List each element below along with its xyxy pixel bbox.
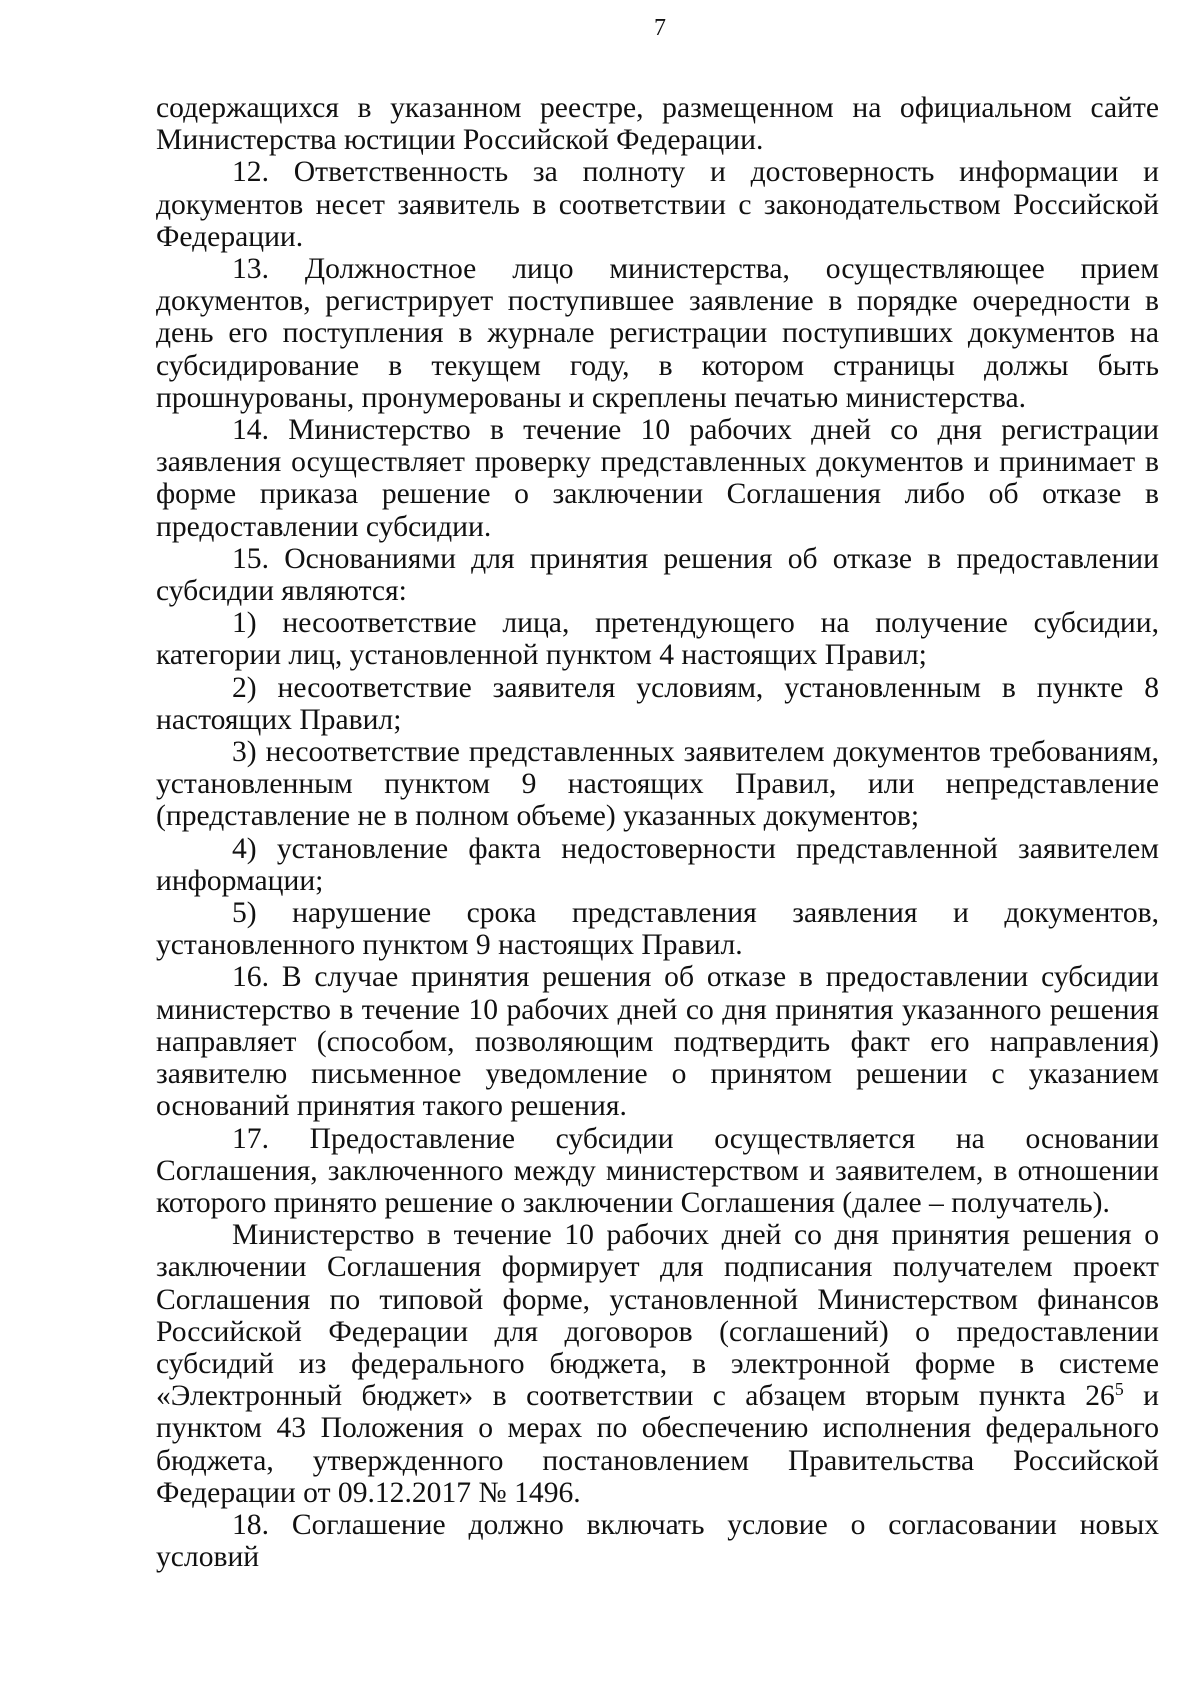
paragraph-15-item-4: 4) установление факта недостоверности представленной заявителем информации; bbox=[156, 832, 1159, 897]
paragraph-17: 17. Предоставление субсидии осуществляется на основании Соглашения, заключенного между министерством и заявителем, в отношении которого принято решение о заключении Соглашения (далее – получатель). bbox=[156, 1122, 1159, 1219]
page-number-text: 7 bbox=[654, 15, 666, 41]
paragraph-14: 14. Министерство в течение 10 рабочих дней со дня регистрации заявления осуществляет проверку представленных документов и принимает в форме приказа решение о заключении Соглашения либо об отказе в предоставлении субсидии. bbox=[156, 414, 1159, 543]
document-body bbox=[156, 92, 1159, 1573]
paragraph-17-text-before: Министерство в течение 10 рабочих дней со дня принятия решения о заключении Соглашения формирует для подписания получателем проект Соглашения по типовой форме, установленной Министерством финансов Российской Федерации для договоров (соглашений) о предоставлении субсидий из федерального бюджета, в электронной форме в системе «Электронный бюджет» в соответствии с абзацем вторым пункта 26 bbox=[156, 1219, 1159, 1413]
page-number bbox=[0, 14, 1200, 42]
paragraph-18: 18. Соглашение должно включать условие о согласовании новых условий bbox=[156, 1508, 1159, 1574]
paragraph-16: 16. В случае принятия решения об отказе в предоставлении субсидии министерство в течение 10 рабочих дней со дня принятия указанного решения направляет (способом, позволяющим подтвердить факт его направления) заявителю письменное уведомление о принятом решении с указанием оснований принятия такого решения. bbox=[156, 961, 1159, 1123]
paragraph-17-text-after: и пунктом 43 Положения о мерах по обеспечению исполнения федерального бюджета, утвержденного постановлением Правительства Российской Федерации от 09.12.2017 № 1496. bbox=[156, 1380, 1159, 1509]
paragraph-13: 13. Должностное лицо министерства, осуществляющее прием документов, регистрирует поступившее заявление в порядке очередности в день его поступления в журнале регистрации поступивших документов на субсидирование в текущем году, в котором страницы должы быть прошнурованы, пронумерованы и скреплены печатью министерства. bbox=[156, 253, 1159, 414]
paragraph-15-item-3: 3) несоответствие представленных заявителем документов требованиям, установленным пунктом 9 настоящих Правил, или непредставление (представление не в полном объеме) указанных документов; bbox=[156, 736, 1159, 833]
paragraph-15-item-2: 2) несоответствие заявителя условиям, установленным в пункте 8 настоящих Правил; bbox=[156, 671, 1159, 736]
paragraph-15-item-1: 1) несоответствие лица, претендующего на получение субсидии, категории лиц, установленной пунктом 4 настоящих Правил; bbox=[156, 607, 1159, 672]
paragraph-15: 15. Основаниями для принятия решения об отказе в предоставлении субсидии являются: bbox=[156, 542, 1159, 608]
paragraph-15-item-5: 5) нарушение срока представления заявления и документов, установленного пунктом 9 настоящих Правил. bbox=[156, 897, 1159, 962]
paragraph-12: 12. Ответственность за полноту и достоверность информации и документов несет заявитель в соответствии с законодательством Российской Федерации. bbox=[156, 156, 1159, 253]
superscript-marker: 5 bbox=[1114, 1379, 1124, 1400]
paragraph-continuation: содержащихся в указанном реестре, размещенном на официальном сайте Министерства юстиции Российской Федерации. bbox=[156, 92, 1159, 157]
paragraph-17-continued bbox=[156, 1219, 1159, 1509]
